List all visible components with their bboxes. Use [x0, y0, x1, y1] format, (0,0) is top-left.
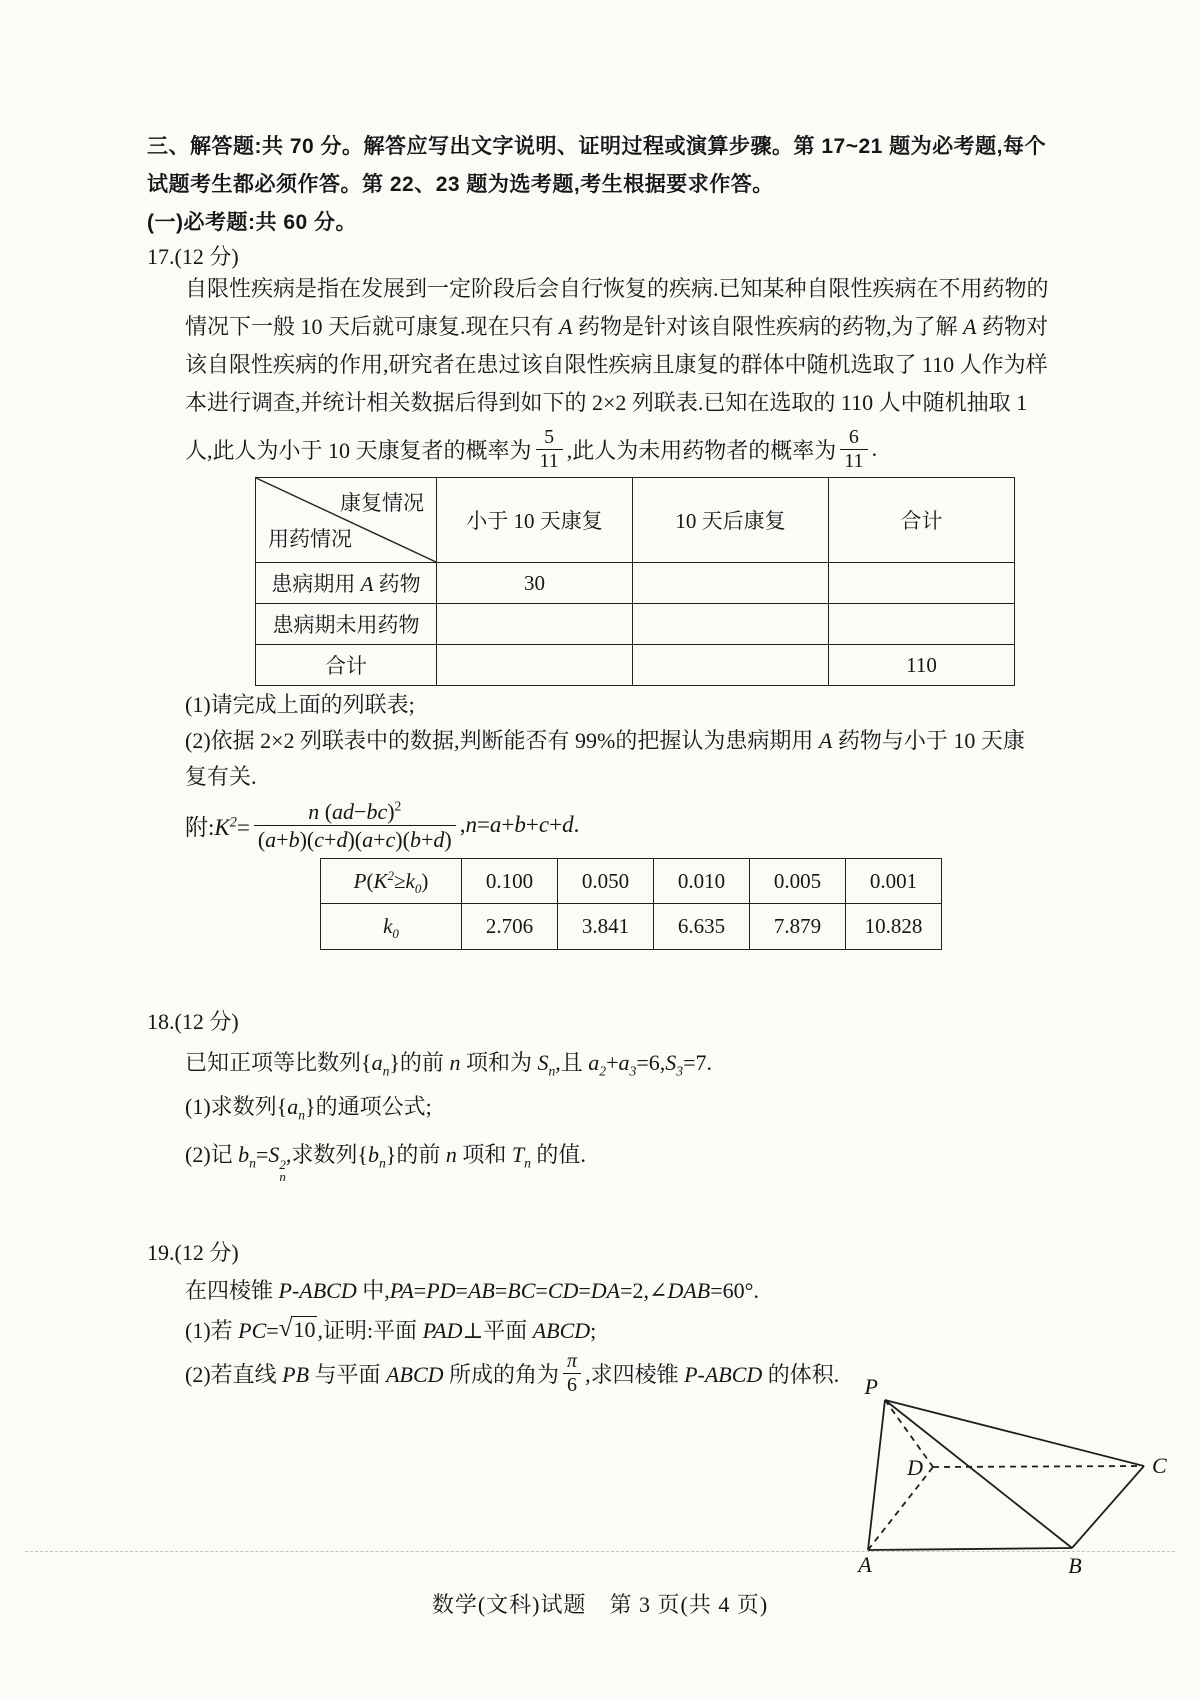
- q18-part2: (2)记 $b_n=S$ 2 n ,求数列$\{b_n\}$的前 n 项和 $T_n$ 的值.: [185, 1142, 586, 1184]
- table-cell: [633, 563, 829, 604]
- table-cell: [829, 604, 1015, 645]
- formula-numerator: n $(ad-bc)^2$: [308, 798, 402, 824]
- edge-PA: [868, 1400, 885, 1550]
- table-cell: [633, 645, 829, 686]
- q19-part2-post: ,求四棱锥 P-ABCD 的体积.: [585, 1361, 840, 1387]
- fraction-denominator: 11: [536, 449, 563, 473]
- k0-row-label: $k_0$: [321, 904, 462, 950]
- formula-denominator: (a+b)(c+d)(a+c)(b+d): [254, 825, 456, 853]
- edge-AD-dashed: [868, 1467, 933, 1550]
- fraction-denominator: 11: [840, 449, 867, 473]
- formula-fraction: [254, 798, 456, 853]
- critical-value-table: [320, 858, 942, 950]
- corner-label-medication: 用药情况: [268, 527, 352, 551]
- q17-part2-line2: 复有关.: [185, 764, 257, 789]
- row-label: 患病期用 A 药物: [256, 563, 437, 604]
- k-squared-formula: [185, 795, 579, 855]
- k0-value-cell: 10.828: [846, 904, 942, 950]
- fraction-6-11: [840, 426, 867, 473]
- q17-body-line3: 该自限性疾病的作用,研究者在患过该自限性疾病且康复的群体中随机选取了 110 人作为样: [185, 352, 1048, 377]
- k0-value-cell: 2.706: [462, 904, 558, 950]
- edge-BC: [1072, 1466, 1144, 1548]
- p-value-row: [321, 859, 942, 904]
- col-header-under-10-days: 小于 10 天康复: [437, 478, 633, 563]
- prob-text-end: .: [871, 436, 878, 461]
- prob-text-mid: ,此人为未用药物者的概率为: [566, 437, 837, 463]
- contingency-table: [255, 477, 1015, 686]
- table-header-row: [256, 478, 1015, 563]
- pyramid-svg: [770, 1262, 1170, 1577]
- radicand: 10: [293, 1316, 316, 1342]
- row-label: 患病期未用药物: [256, 604, 437, 645]
- radical-sign: √: [278, 1314, 293, 1342]
- vertex-label-P: P: [864, 1374, 878, 1399]
- table-cell: [437, 604, 633, 645]
- table-cell: [633, 604, 829, 645]
- edge-PC: [885, 1400, 1144, 1466]
- q19-number: 19.(12 分): [147, 1240, 239, 1265]
- fraction-numerator: 5: [544, 425, 555, 448]
- table-cell: [829, 563, 1015, 604]
- p-value-cell: 0.050: [558, 859, 654, 904]
- q19-part1: [185, 1312, 596, 1346]
- formula-label: 附$:K^2=$: [185, 813, 250, 840]
- p-value-cell: 0.100: [462, 859, 558, 904]
- section-header-line2: 试题考生都必须作答。第 22、23 题为选考题,考生根据要求作答。: [147, 173, 774, 196]
- q17-body-line2: 情况下一般 10 天后就可康复.现在只有 A 药物是针对该自限性疾病的药物,为了解 A 药物对: [185, 314, 1048, 339]
- q17-part2-line1: (2)依据 2×2 列联表中的数据,判断能否有 99%的把握认为患病期用 A 药物与小于 10 天康: [185, 728, 1025, 753]
- table-cell: [437, 645, 633, 686]
- vertex-label-D: D: [907, 1455, 923, 1480]
- fraction-5-11: [536, 426, 563, 473]
- q18-number: 18.(12 分): [147, 1009, 239, 1034]
- vertex-label-C: C: [1152, 1453, 1167, 1478]
- formula-suffix: ,n=a+b+c+d.: [459, 812, 580, 837]
- p-value-cell: 0.005: [750, 859, 846, 904]
- col-header-after-10-days: 10 天后康复: [633, 478, 829, 563]
- k0-value-cell: 3.841: [558, 904, 654, 950]
- k0-value-cell: 7.879: [750, 904, 846, 950]
- row-label: 合计: [256, 645, 437, 686]
- q17-number: 17.(12 分): [147, 244, 239, 269]
- vertex-label-B: B: [1068, 1553, 1082, 1577]
- q19-part2: [185, 1344, 839, 1402]
- q18-part1: (1)求数列$\{a_n\}$的通项公式;: [185, 1094, 432, 1123]
- table-cell: 30: [437, 563, 633, 604]
- edge-DC-dashed: [933, 1466, 1144, 1467]
- table-row-no-medicine: [256, 604, 1015, 645]
- q19-part2-pre: (2)若直线 PB 与平面 ABCD 所成的角为: [185, 1361, 560, 1387]
- vertex-label-A: A: [858, 1552, 872, 1577]
- fraction-denominator: 6: [563, 1373, 581, 1397]
- table-cell: 110: [829, 645, 1015, 686]
- scan-artifact-line: [25, 1551, 1175, 1552]
- prob-text-pre: 人,此人为小于 10 天康复者的概率为: [185, 437, 532, 463]
- section-header-line1: 三、解答题:共 70 分。解答应写出文字说明、证明过程或演算步骤。第 17~21 题为必考题,每个: [147, 135, 1047, 158]
- col-header-total: 合计: [829, 478, 1015, 563]
- fraction-numerator: π: [567, 1349, 578, 1372]
- p-value-cell: 0.010: [654, 859, 750, 904]
- q19-part1-post: ,证明:平面 PAD⊥平面 ABCD;: [317, 1317, 597, 1343]
- q17-body-line1: 自限性疾病是指在发展到一定阶段后会自行恢复的疾病.已知某种自限性疾病在不用药物的: [185, 276, 1049, 301]
- k0-value-cell: 6.635: [654, 904, 750, 950]
- pyramid-figure: [770, 1262, 1170, 1577]
- page-footer: 数学(文科)试题 第 3 页(共 4 页): [431, 1592, 769, 1617]
- q17-probability-line: [185, 420, 877, 478]
- table-row-total: [256, 645, 1015, 686]
- p-value-cell: 0.001: [846, 859, 942, 904]
- corner-label-recovery: 康复情况: [340, 491, 424, 515]
- fraction-pi-6: [563, 1350, 581, 1397]
- p-row-label: $P(K^2\ge k_0)$: [321, 859, 462, 904]
- q19-part1-pre: (1)若 PC=: [185, 1317, 279, 1343]
- q18-body-line1: 已知正项等比数列$\{a_n\}$的前 n 项和为 $S_n$,且 $a_2+a_3=6,S_3=7$.: [185, 1050, 712, 1079]
- fraction-numerator: 6: [848, 425, 859, 448]
- q19-body-line1: 在四棱锥 P-ABCD 中,PA=PD=AB=BC=CD=DA=2,∠DAB=60°.: [185, 1278, 759, 1303]
- q17-part1: (1)请完成上面的列联表;: [185, 692, 415, 717]
- sqrt-10: [279, 1316, 318, 1343]
- edge-AB: [868, 1548, 1072, 1550]
- section-header-line3: (一)必考题:共 60 分。: [147, 211, 358, 234]
- table-corner-cell: [256, 478, 437, 563]
- q17-body-line4: 本进行调查,并统计相关数据后得到如下的 2×2 列联表.已知在选取的 110 人中随机抽取 1: [185, 390, 1028, 415]
- table-row-medicine-a: [256, 563, 1015, 604]
- k0-value-row: [321, 904, 942, 950]
